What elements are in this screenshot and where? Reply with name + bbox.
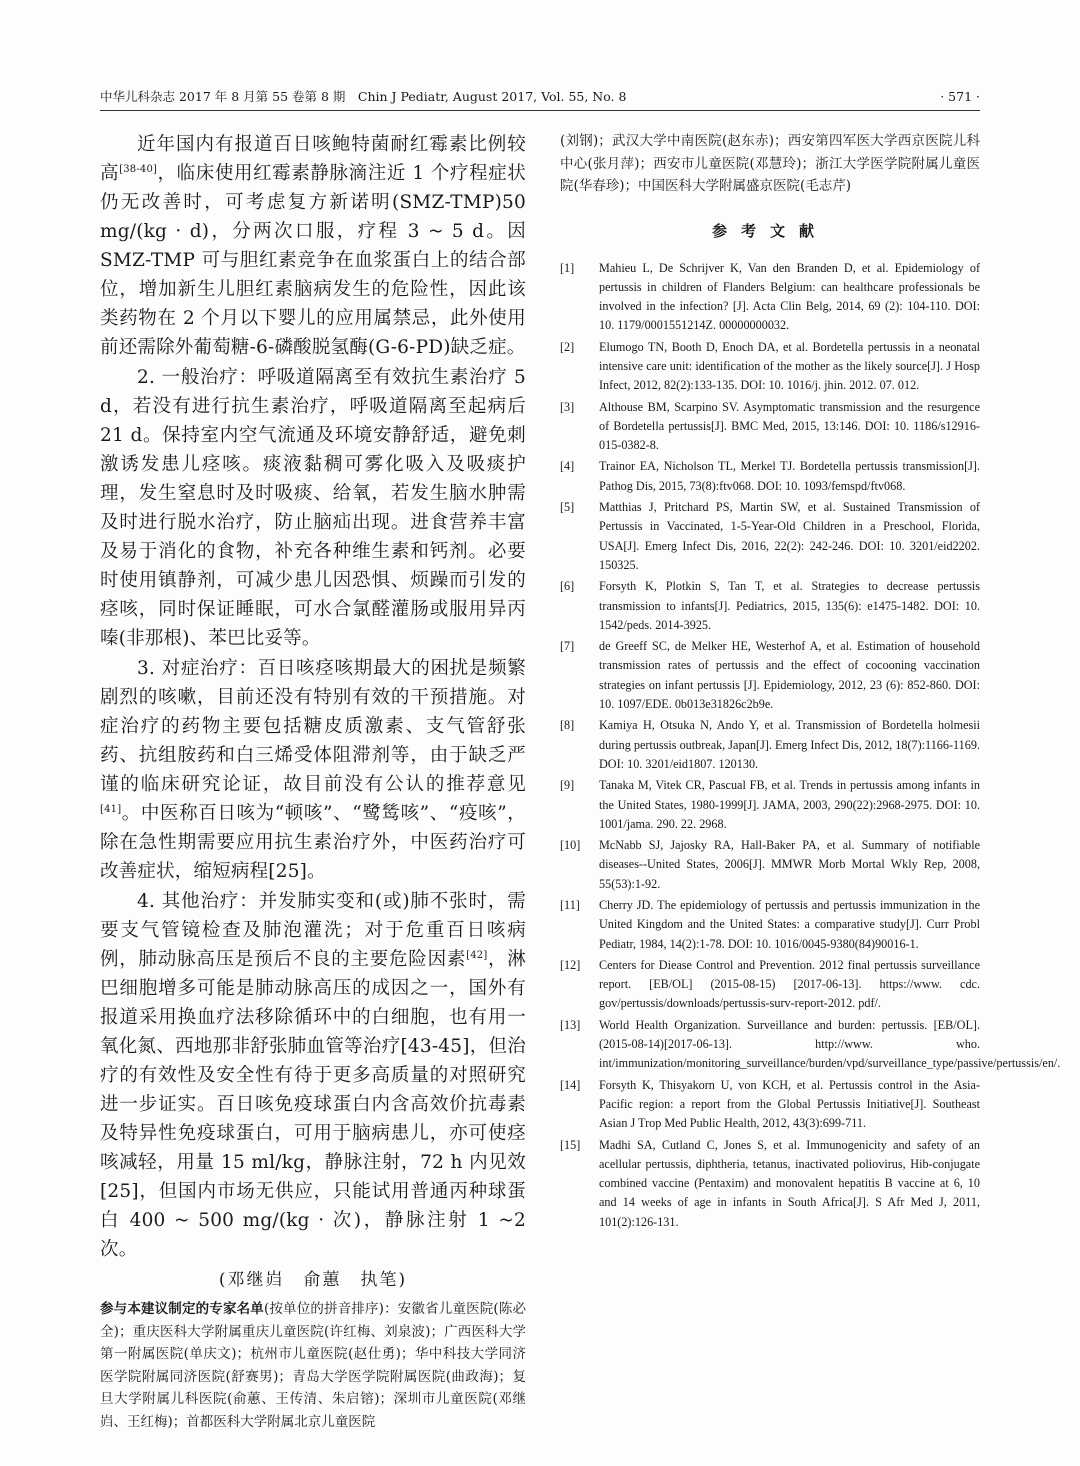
- paragraph-symptomatic-treatment: [100, 654, 526, 886]
- expert-list: [100, 1298, 526, 1433]
- expert-list-label: 参与本建议制定的专家名单: [100, 1301, 264, 1317]
- left-column: [100, 130, 526, 1433]
- reference-number: [3]: [560, 399, 575, 414]
- reference-list: [560, 259, 1061, 1233]
- citation: [42]: [466, 949, 488, 961]
- reference-text: World Health Organization. Surveillance and burden: pertussis. [EB/OL]. (2015-08-14)[2017-06-13]. http://www. who. int/immunization/monitoring_surveillance/burden/vpd/surveillance_type/passive/pertussis/en/.: [599, 1017, 1061, 1071]
- reference-number: [12]: [560, 957, 581, 972]
- reference-item: [560, 896, 980, 954]
- reference-item: [560, 637, 980, 714]
- paragraph-text: 。中医称百日咳为“顿咳”、“鹭鸶咳”、“疫咳”，除在急性期需要应用抗生素治疗外，中医药治疗可改善症状，缩短病程[25]。: [100, 803, 526, 882]
- paragraph-other-treatment: [100, 887, 526, 1264]
- reference-item: [560, 716, 980, 774]
- reference-text: Althouse BM, Scarpino SV. Asymptomatic transmission and the resurgence of Bordetella pertussis[J]. BMC Med, 2015, 13:146. DOI: 10. 1186/s12916-015-0382-8.: [599, 399, 980, 453]
- reference-text: McNabb SJ, Jajosky RA, Hall-Baker PA, et al. Summary of notifiable diseases--United States, 2006[J]. MMWR Morb Mortal Wkly Rep, 2008, 55(53):1-92.: [599, 838, 980, 891]
- reference-item: [560, 398, 980, 456]
- reference-text: Matthias J, Pritchard PS, Martin SW, et al. Sustained Transmission of Pertussis in Vaccinated, 1-5-Year-Old Children in a Preschool, Florida, USA[J]. Emerg Infect Dis, 2016, 22(2): 242-246. DOI: 10. 3201/eid2202. 150325.: [599, 500, 980, 572]
- reference-item: [560, 338, 980, 396]
- reference-item: [560, 577, 980, 635]
- paragraph-text: ，临床使用红霉素静脉滴注近 1 个疗程症状仍无改善时，可考虑复方新诺明(SMZ-TMP)50 mg/(kg · d)，分两次口服，疗程 3 ~ 5 d。因 SMZ-TMP 可与胆红素竞争在血浆蛋白上的结合部位，增加新生儿胆红素脑病发生的危险性，因此该类药物在 2 个月以下婴儿的应用属禁忌，此外使用前还需除外葡萄糖-6-磷酸脱氢酶(G-6-PD)缺乏症。: [100, 163, 526, 358]
- author-line: (邓继岿 俞蕙 执笔): [218, 1270, 408, 1290]
- reference-number: [9]: [560, 778, 575, 793]
- reference-item: [560, 259, 980, 336]
- reference-number: [1]: [560, 260, 575, 275]
- reference-number: [4]: [560, 459, 575, 474]
- running-header: [100, 88, 980, 111]
- reference-number: [7]: [560, 639, 575, 654]
- reference-item: [560, 836, 980, 894]
- reference-text: de Greeff SC, de Melker HE, Westerhof A, et al. Estimation of household transmission rates of pertussis and the effect of cocooning vaccination strategies on infant pertussis [J]. Epidemiology, 2012, 23 (6): 852-860. DOI: 10. 1097/EDE. 0b013e31826c2b9e.: [599, 639, 980, 712]
- citation: [41]: [100, 803, 122, 815]
- paragraph-text: 4. 其他治疗：并发肺实变和(或)肺不张时，需要支气管镜检查及肺泡灌洗；对于危重百日咳病例，肺动脉高压是预后不良的主要危险因素: [100, 891, 526, 970]
- expert-list-text: (按单位的拼音排序)：安徽省儿童医院(陈必全)；重庆医科大学附属重庆儿童医院(许红梅、刘泉波)；广西医科大学第一附属医院(单庆文)；杭州市儿童医院(赵仕勇)；华中科技大学同济医学院附属同济医院(舒赛男)；青岛大学医学院附属医院(曲政海)；复旦大学附属儿科医院(俞蕙、王传清、朱启镕)；深圳市儿童医院(邓继岿、王红梅)；首都医科大学附属北京儿童医院: [100, 1301, 526, 1430]
- paragraph-macrolide-resistance: [100, 130, 526, 362]
- reference-text: Elumogo TN, Booth D, Enoch DA, et al. Bordetella pertussis in a neonatal intensive care unit: identification of the mother as the likely source[J]. J Hosp Infect, 2012, 82(2):133-135. DOI: 10. 1016/j. jhin. 2012. 07. 012.: [599, 339, 980, 393]
- reference-text: Cherry JD. The epidemiology of pertussis and pertussis immunization in the United Kingdom and the United States: a comparative study[J]. Curr Probl Pediatr, 1984, 14(2):1-78. DOI: 10. 1016/0045-9380(84)90016-1.: [599, 898, 980, 951]
- reference-number: [13]: [560, 1017, 581, 1032]
- reference-number: [2]: [560, 339, 575, 354]
- references-heading: 参考文献: [711, 221, 828, 240]
- reference-item: [560, 1016, 1061, 1074]
- reference-text: Tanaka M, Vitek CR, Pascual FB, et al. Trends in pertussis among infants in the United States, 1980-1999[J]. JAMA, 2003, 290(22):2968-2975. DOI: 10. 1001/jama. 290. 22. 2968.: [599, 778, 980, 831]
- reference-number: [8]: [560, 718, 575, 733]
- reference-item: [560, 776, 980, 834]
- reference-text: Mahieu L, De Schrijver K, Van den Branden D, et al. Epidemiology of pertussis in children of Flanders Belgium: can healthcare professionals be involved in the infection? [J]. Acta Clin Belg, 2014, 69 (2): 104-110. DOI: 10. 1179/0001551214Z. 00000000032.: [599, 260, 980, 333]
- reference-item: [560, 1076, 980, 1134]
- reference-text: Kamiya H, Otsuka N, Ando Y, et al. Transmission of Bordetella holmesii during pertussis outbreak, Japan[J]. Emerg Infect Dis, 2012, 18(7):1166-1169. DOI: 10. 3201/eid1807. 120130.: [599, 718, 981, 771]
- reference-text: Madhi SA, Cutland C, Jones S, et al. Immunogenicity and safety of an acellular pertussis, diphtheria, tetanus, inactivated poliovirus, Hib-conjugate combined vaccine (Pentaxim) and monovalent hepatitis B vaccine at 6, 10 and 14 weeks of age in infants in South Africa[J]. S Afr Med J, 2011, 101(2):126-131.: [599, 1137, 980, 1229]
- reference-number: [5]: [560, 500, 575, 515]
- reference-number: [11]: [560, 898, 580, 912]
- reference-text: Centers for Diease Control and Prevention. 2012 final pertussis surveillance report. [EB/OL] (2015-08-15) [2017-06-13]. https://www. cdc. gov/pertussis/downloads/pertussis-surv-report-2012. pdf/.: [599, 957, 980, 1011]
- right-column: [560, 130, 1061, 1234]
- reference-item: [560, 956, 980, 1014]
- reference-number: [10]: [560, 838, 581, 853]
- reference-text: Forsyth K, Plotkin S, Tan T, et al. Strategies to decrease pertussis transmission to infants[J]. Pediatrics, 2015, 135(6): e1475-1482. DOI: 10. 1542/peds. 2014-3925.: [599, 579, 980, 632]
- page-number: · 571 ·: [940, 89, 980, 104]
- paragraph-text: 2. 一般治疗：呼吸道隔离至有效抗生素治疗 5 d，若没有进行抗生素治疗，呼吸道隔离至起病后 21 d。保持室内空气流通及环境安静舒适，避免刺激诱发患儿痉咳。痰液黏稠可雾化吸入及吸痰护理，发生窒息时及时吸痰、给氧，若发生脑水肿需及时进行脱水治疗，防止脑疝出现。进食营养丰富及易于消化的食物，补充各种维生素和钙剂。必要时使用镇静剂，可减少患儿因恐惧、烦躁而引发的痉咳，同时保证睡眠，可水合氯醛灌肠或服用异丙嗪(非那根)、苯巴比妥等。: [100, 367, 526, 649]
- paragraph-text: ，淋巴细胞增多可能是肺动脉高压的成因之一，国外有报道采用换血疗法移除循环中的白细胞，也有用一氧化氮、西地那非舒张肺血管等治疗[43-45]，但治疗的有效性及安全性有待于更多高质量的对照研究进一步证实。百日咳免疫球蛋白内含高效价抗毒素及特异性免疫球蛋白，可用于脑病患儿，亦可使痉咳减轻，用量 15 ml/kg，静脉注射，72 h 内见效[25]，但国内市场无供应，只能试用普通丙种球蛋白 400 ~ 500 mg/(kg · 次)，静脉注射 1 ~2 次。: [100, 949, 526, 1260]
- paragraph-text: 3. 对症治疗：百日咳痉咳期最大的困扰是频繁剧烈的咳嗽，目前还没有特别有效的干预措施。对症治疗的药物主要包括糖皮质激素、支气管舒张药、抗组胺药和白三烯受体阻滞剂等，由于缺乏严谨的临床研究论证，故目前没有公认的推荐意见: [100, 658, 526, 795]
- paragraph-general-treatment: [100, 363, 526, 653]
- reference-text: Trainor EA, Nicholson TL, Merkel TJ. Bordetella pertussis transmission[J]. Pathog Dis, 2015, 73(8):ftv068. DOI: 10. 1093/femspd/ftv068.: [599, 459, 980, 493]
- reference-item: [560, 1136, 980, 1232]
- reference-text: Forsyth K, Thisyakorn U, von KCH, et al. Pertussis control in the Asia-Pacific region: a report from the Global Pertussis Initiative[J]. Southeast Asian J Trop Med Public Health, 2012, 43(3):699-711.: [599, 1077, 980, 1131]
- reference-number: [6]: [560, 579, 575, 594]
- reference-number: [14]: [560, 1077, 581, 1092]
- paragraph-text: 近年国内有报道百日咳鲍特菌耐红霉素比例较高: [100, 134, 526, 184]
- reference-item: [560, 498, 980, 575]
- reference-item: [560, 457, 980, 496]
- reference-number: [15]: [560, 1137, 581, 1152]
- expert-list-continued: (刘钢)；武汉大学中南医院(赵东赤)；西安第四军医大学西京医院儿科中心(张月萍)；西安市儿童医院(邓慧玲)；浙江大学医学院附属儿童医院(华春珍)；中国医科大学附属盛京医院(毛志芹): [560, 133, 980, 194]
- journal-citation: 中华儿科杂志 2017 年 8 月第 55 卷第 8 期 Chin J Pediatr, August 2017, Vol. 55, No. 8: [100, 89, 627, 104]
- citation: [38-40]: [119, 163, 158, 175]
